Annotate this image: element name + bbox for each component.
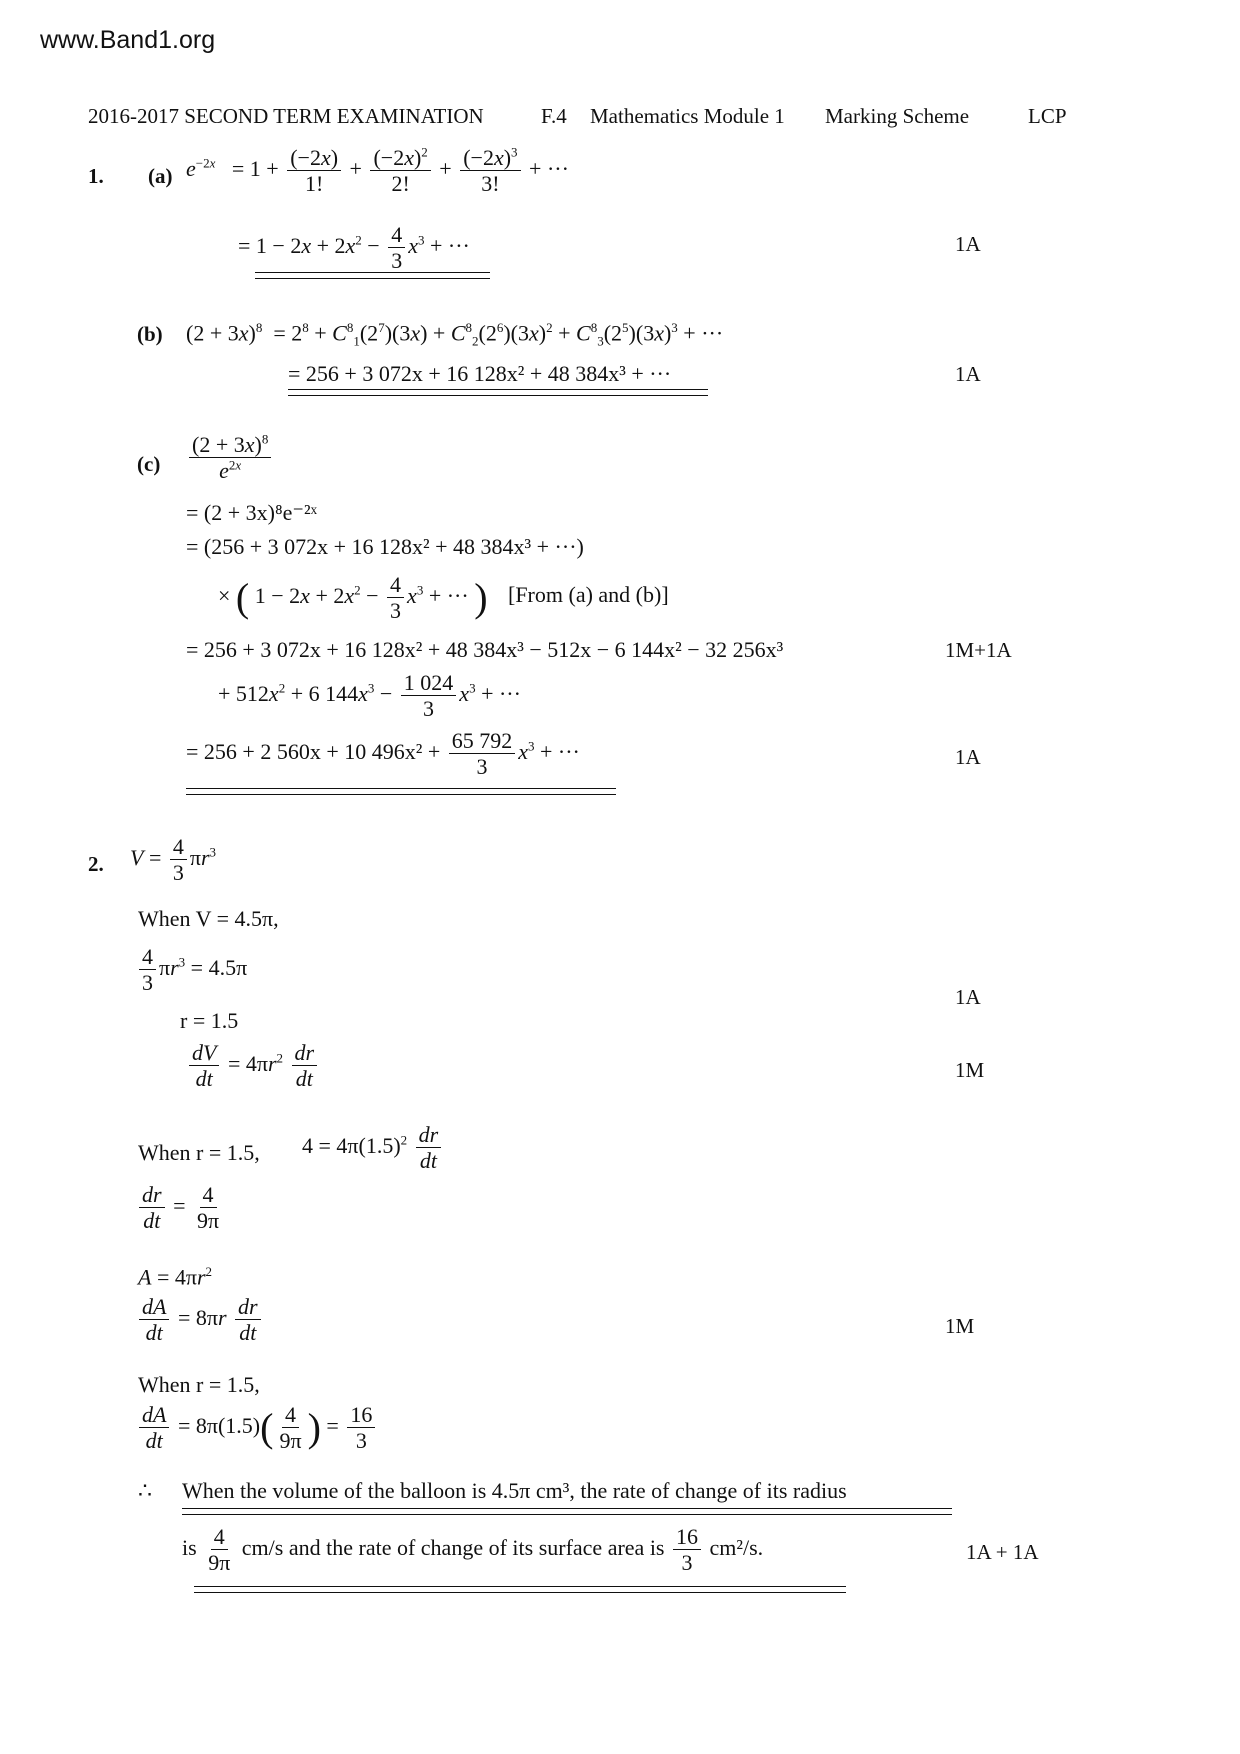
part-c-line-5: = 256 + 3 072x + 16 128x² + 48 384x³ − 512x − 6 144x² − 32 256x³ (186, 637, 784, 662)
conclusion-middle: cm/s and the rate of change of its surface area is (241, 1534, 665, 1560)
dr-dt-result: $\frac{dr}{dt}$ = $\frac{4}{9\pi}$ (136, 1182, 225, 1234)
part-c-line-2: = (2 + 3x)⁸e⁻²ˣ (186, 500, 317, 525)
part-b-line-2: = 256 + 3 072x + 16 128x² + 48 384x³ + ··· (288, 361, 672, 386)
mark-1c-2: 1A (955, 745, 981, 769)
radius-value: r = 1.5 (180, 1008, 239, 1033)
area-formula: $A = 4\pi r^2$ (138, 1264, 213, 1290)
mark-1b: 1A (955, 362, 981, 386)
answer-underline (186, 788, 616, 795)
form-label: F.4 (541, 104, 567, 128)
part-c-line-3: = (256 + 3 072x + 16 128x² + 48 384x³ + ···) (186, 534, 584, 559)
mark-2-1: 1A (955, 985, 981, 1009)
rate-equation: $4 = 4\pi(1.5)^2$ $\frac{dr}{dt}$ (302, 1122, 444, 1174)
school-code: LCP (1028, 104, 1067, 128)
exam-title: 2016-2017 SECOND TERM EXAMINATION (88, 104, 484, 128)
answer-underline (194, 1586, 846, 1593)
conclusion-is: is (182, 1534, 197, 1560)
answer-underline (288, 389, 708, 396)
therefore-symbol: ∴ (138, 1478, 152, 1503)
fraction-denominator: 3 (476, 754, 488, 780)
answer-underline (182, 1508, 952, 1515)
mark-1c-1: 1M+1A (945, 638, 1012, 662)
mark-1a: 1A (955, 232, 981, 256)
part-c-line-7-text: = 256 + 2 560x + 10 496x² + (186, 738, 441, 764)
subject-label: Mathematics Module 1 (590, 104, 785, 128)
part-b-line-1: $(2 + 3x)^8 = 2^8 + C^8_1(2^7)(3x) + C^8_2(2^6)(3x)^2 + C^8_3(2^5)(3x)^3$ + ··· (186, 320, 724, 349)
part-c-line-1: $\frac{(2 + 3x)^8}{e^{2x}}$ (186, 432, 274, 484)
part-a-line-1: $e^{-2x} = 1$ + $\frac{(-2x)}{1!}$ + $\frac{(-2x)^2}{2!}$ + $\frac{(-2x)^3}{3!}$ + ··· (186, 144, 569, 197)
part-c-line-6: + $512x^2 + 6$ $144x^3$ − $\frac{1 024}{3}$ $x^3$ + ··· (218, 670, 521, 722)
da-dt-result: $\frac{dA}{dt}$ = 8π(1.5)( $\frac{4}{9\pi}$ ) = $\frac{16}{3}$ (136, 1402, 378, 1454)
da-dt-equation: $\frac{dA}{dt}$ = 8πr $\frac{dr}{dt}$ (136, 1294, 264, 1346)
part-c-line-4: × ( $1 - 2x + 2x^2$ − $\frac{4}{3}$ $x^3$ + ··· ) (218, 572, 488, 624)
part-c-note: [From (a) and (b)] (508, 582, 669, 607)
part-a-line-2: = $1 - 2x + 2x^2$ − $\frac{4}{3}$ $x^3$ + ··· (238, 222, 470, 274)
conclusion-line-1: When the volume of the balloon is 4.5π cm³, the rate of change of its radius (182, 1478, 847, 1503)
question-number: 1. (88, 164, 104, 188)
mark-2-2: 1M (955, 1058, 985, 1082)
dv-dt-equation: $\frac{dV}{dt}$ = $4\pi r^2$ $\frac{dr}{dt}$ (186, 1040, 320, 1092)
question-number: 2. (88, 852, 104, 876)
answer-underline (255, 272, 490, 279)
document-type: Marking Scheme (825, 104, 970, 128)
volume-formula: V = $\frac{4}{3}$ $\pi r^3$ (130, 834, 217, 886)
fraction-numerator: 65 792 (449, 728, 516, 754)
conclusion-line-2: is $\frac{4}{9\pi}$ cm/s and the rate of change of its surface area is $\frac{16}{3}$ cm²/s. (182, 1524, 764, 1576)
when-volume: When V = 4.5π, (138, 906, 279, 931)
conclusion-end: cm²/s. (709, 1534, 764, 1560)
part-a-label: (a) (148, 164, 173, 188)
when-radius-2: When r = 1.5, (138, 1372, 260, 1397)
site-url: www.Band1.org (40, 26, 216, 54)
part-c-label: (c) (137, 452, 161, 476)
part-b-label: (b) (137, 322, 163, 346)
when-radius-1: When r = 1.5, (138, 1140, 260, 1165)
mark-2-3: 1M (945, 1314, 975, 1338)
volume-equation: $\frac{4}{3}$ $\pi r^3 = 4.5\pi$ (136, 944, 247, 996)
mark-2-4: 1A + 1A (966, 1540, 1039, 1564)
part-c-line-7: = 256 + 2 560x + 10 496x² + $\frac{65 792}{3}$ $x^3$ + ··· (186, 728, 580, 780)
